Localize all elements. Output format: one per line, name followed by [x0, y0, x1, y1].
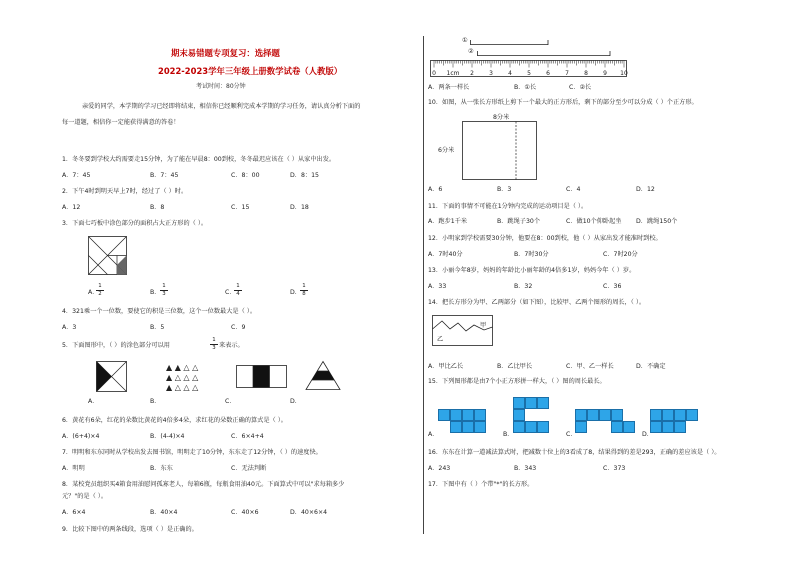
q5-opt-d: D．	[290, 398, 301, 405]
q4-opt-c: C．9	[231, 324, 246, 331]
q6-opt-b: B．(4-4)×4	[150, 433, 185, 440]
exam-subtitle: 2022-2023学年三年级上册数学试卷（人教版）	[158, 66, 343, 76]
tangram-figure	[88, 236, 128, 276]
ruler-label: 2	[470, 70, 474, 77]
q8-text-line-2: 元？"的是（ ）。	[62, 493, 108, 500]
q16-text: 16．东东在计算一道减法算式时，把减数十位上的3看成了8，结果得到的差是293，正确的差应该是（ ）。	[428, 449, 721, 456]
exam-time: 考试时间：80分钟	[196, 83, 246, 90]
q5-text-post: 来表示。	[219, 342, 244, 349]
q9-label-1: ①	[462, 37, 468, 44]
q13-opt-b: B．32	[514, 283, 533, 290]
q9-opt-c: C．②长	[569, 84, 592, 91]
q3-opt-b: B．	[150, 289, 161, 296]
ruler-label: 9	[603, 70, 607, 77]
q9-segment-2	[477, 50, 612, 58]
q10-text: 10．如图，从一张长方形纸上剪下一个最大的正方形后，剩下的部分至少可以分成（ ）个正方形。	[428, 99, 698, 106]
q3-opt-a: A．	[88, 289, 99, 296]
q14-label-jia: 甲	[480, 322, 487, 329]
q15-opt-d: D．	[642, 431, 653, 438]
q1-opt-d: D．8：15	[290, 172, 319, 179]
q9-opt-a: A．两条一样长	[428, 84, 470, 91]
q3-opt-c: C．	[225, 289, 236, 296]
q11-text: 11．下面的事情不可能在1分钟内完成的运动项目是（ ）。	[428, 203, 588, 210]
q3-frac-b: 1 3	[160, 284, 168, 298]
ruler-label: 6	[546, 70, 550, 77]
q12-text: 12．小明家到学校需要30分钟，他要在8：00到校，他（ ）从家出发才能准时到校。	[428, 235, 662, 242]
q2-text: 2．下午4时到明天早上7时，经过了（ ）时。	[62, 188, 188, 195]
q9-label-2: ②	[468, 48, 474, 55]
q3-text: 3．下面七巧板中涂色部分的面积占大正方形的（ ）。	[62, 220, 208, 227]
q4-opt-b: B．5	[150, 324, 165, 331]
q2-opt-c: C．15	[231, 204, 250, 211]
q17-text: 17．下图中有（ ）个带"*"的长方形。	[428, 481, 534, 488]
q5-figure-c	[236, 365, 288, 389]
ruler-label: 3	[489, 70, 493, 77]
q5-figure-d	[305, 361, 341, 391]
q1-text: 1．冬冬要到学校大约需要走15分钟，为了能在早晨8：00到校，冬冬最迟应该在（ ）从家中出发。	[62, 156, 336, 163]
q5-figure-a	[96, 361, 128, 393]
ruler-label: 0	[432, 70, 436, 77]
q14-opt-c: C．甲、乙一样长	[566, 363, 614, 370]
column-divider	[423, 36, 424, 534]
q9-opt-b: B．①长	[514, 84, 537, 91]
q2-opt-a: A．12	[62, 204, 81, 211]
q14-opt-a: A．甲比乙长	[428, 363, 464, 370]
q12-opt-a: A．7时40分	[428, 251, 463, 258]
q10-opt-a: A．6	[428, 186, 443, 193]
q2-opt-b: B．8	[150, 204, 165, 211]
q13-text: 13．小丽今年8岁，妈妈的年龄比小丽年龄的4倍多1岁，妈妈今年（ ）岁。	[428, 267, 636, 274]
q14-opt-d: D．不确定	[636, 363, 666, 370]
q15-opt-c: C．	[566, 431, 577, 438]
q13-opt-a: A．33	[428, 283, 447, 290]
q9-text: 9．比较下图中的两条线段，选项（ ）是正确的。	[62, 526, 198, 533]
q8-opt-c: C．40×6	[231, 509, 259, 516]
ruler-label: 8	[584, 70, 588, 77]
q15-opt-b: B．	[503, 431, 514, 438]
q10-opt-c: C．4	[566, 186, 581, 193]
q8-opt-a: A．6×4	[62, 509, 86, 516]
q16-opt-b: B．343	[514, 465, 537, 472]
q12-opt-b: B．7时30分	[514, 251, 549, 258]
q10-top-label: 8分米	[493, 114, 510, 121]
q1-opt-c: C．8：00	[231, 172, 260, 179]
q7-text: 7．明明和东东同时从学校出发去图书馆，明明走了10分钟，东东走了12分钟，（ ）的速度快。	[62, 449, 322, 456]
exam-title: 期末易错题专项复习：选择题	[171, 48, 280, 58]
q3-frac-c: 1 4	[234, 284, 242, 298]
q10-opt-d: D．12	[636, 186, 655, 193]
q6-text: 6．黄花有6朵，红花的朵数比黄花的4倍多4朵，求红花的朵数正确的算式是（ ）。	[62, 417, 287, 424]
ruler-label: 10	[620, 70, 628, 77]
q8-opt-d: D．40×6×4	[290, 509, 328, 516]
q3-opt-d: D．	[290, 289, 301, 296]
q7-opt-c: C．无法判断	[231, 465, 267, 472]
q7-opt-b: B．东东	[150, 465, 173, 472]
q2-opt-d: D．18	[290, 204, 309, 211]
intro-line-2: 每一道题，相信你一定能获得满意的答卷！	[62, 119, 180, 126]
q1-opt-b: B．7：45	[150, 172, 179, 179]
q10-opt-b: B．3	[497, 186, 512, 193]
q6-opt-a: A．(6+4)×4	[62, 433, 100, 440]
q13-opt-c: C．36	[603, 283, 622, 290]
q6-opt-c: C．6×4+4	[231, 433, 264, 440]
q11-opt-b: B．跳绳子30个	[497, 218, 541, 225]
ruler-label: 7	[565, 70, 569, 77]
q11-opt-d: D．跳绳150个	[636, 218, 678, 225]
q8-opt-b: B．40×4	[150, 509, 178, 516]
q11-opt-a: A．跑步1千米	[428, 218, 468, 225]
intro-line-1: 亲爱的同学，本学期的学习已经即将结束，相信你已经顺利完成本学期的学习任务，请认真分析下面的	[82, 103, 361, 110]
q5-triangles-row-2: ▲ △ △ △	[166, 373, 199, 382]
q7-opt-a: A．明明	[62, 465, 85, 472]
q8-text-line-1: 8．某校党员组织买4箱食用油慰问孤寡老人，每箱6瓶，每瓶食用油40元。下面算式中可以"求每箱多少	[62, 481, 345, 488]
q4-text: 4．321乘一个一位数，要使它的积是三位数，这个一位数最大是（ ）。	[62, 308, 257, 315]
ruler-label: 5	[527, 70, 531, 77]
q14-opt-b: B．乙比甲长	[497, 363, 533, 370]
q14-label-yi: 乙	[437, 336, 444, 343]
ruler-label: 4	[508, 70, 512, 77]
q3-frac-d: 1 8	[300, 284, 308, 298]
q11-opt-c: C．做10个仰卧起坐	[566, 218, 622, 225]
q10-rectangle	[462, 121, 538, 181]
q5-triangles-row-3: ▲ △ △ △	[166, 383, 199, 392]
q15-opt-a: A．	[428, 431, 439, 438]
q5-frac: 1 3	[210, 338, 218, 352]
q12-opt-c: C．7时20分	[603, 251, 638, 258]
q5-opt-a: A．	[88, 398, 99, 405]
q5-opt-b: B．	[150, 398, 161, 405]
ruler	[430, 60, 628, 78]
q16-opt-a: A．243	[428, 465, 451, 472]
q5-triangles-row-1: ▲ ▲ △ △	[166, 363, 199, 372]
q16-opt-c: C．373	[603, 465, 626, 472]
ruler-label: 1cm	[446, 70, 460, 77]
q3-frac-a: 1 2	[96, 284, 104, 298]
q1-opt-a: A．7：45	[62, 172, 91, 179]
q10-side-label: 6分米	[438, 147, 455, 154]
q15-text: 15．下列图形都是由7个小正方形拼一样大，（ ）图的周长最长。	[428, 378, 606, 385]
q5-opt-c: C．	[225, 398, 236, 405]
q9-segment-1	[470, 39, 550, 47]
q5-text-pre: 5．下面图形中，（ ）的涂色部分可以用	[62, 342, 170, 349]
q4-opt-a: A．3	[62, 324, 77, 331]
q14-text: 14．把长方形分为甲、乙两部分（如下图），比较甲、乙两个图形的周长，（ ）。	[428, 299, 646, 306]
